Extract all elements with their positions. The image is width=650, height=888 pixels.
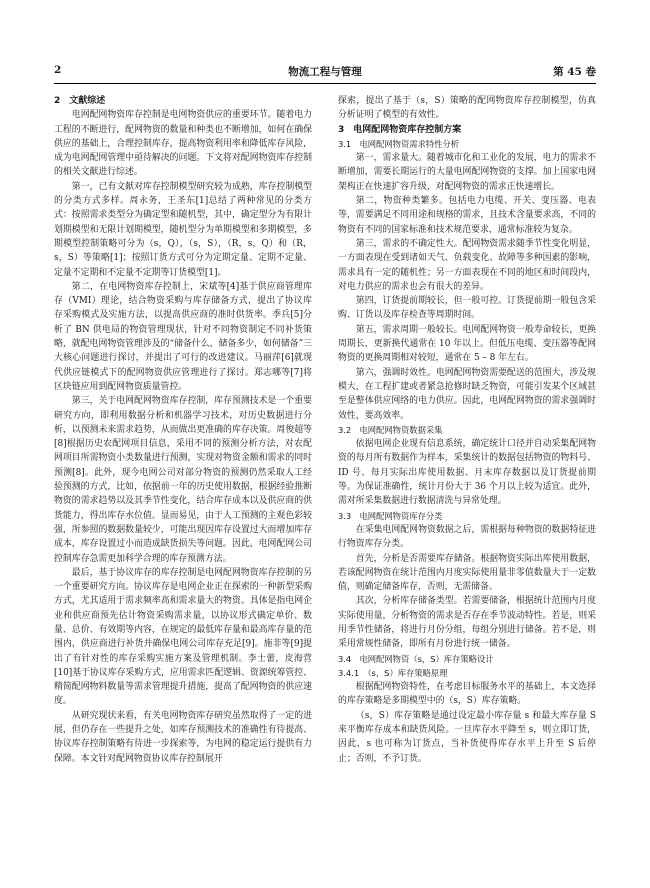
paragraph: 第二，物资种类繁多。包括电力电缆、开关、变压器、电表等，需要满足不同用途和规格的需求，且技术含量要求高，不同的物资有不同的国家标准和技术规范要求，通常标准较为复杂。 xyxy=(338,196,596,235)
left-column xyxy=(54,94,312,766)
paragraph: 其次，分析库存储备类型。若需要储备，根据统计范围内月度实际使用量，分析物资的需求是否存在季节波动特性。若是，则采用季节性储备，将进行月份分组，每组分别进行储备。若不是，则采用常规性储备，即所有月份进行统一储备。 xyxy=(338,596,596,650)
paragraph: 从研究现状来看，有关电网物资库存研究虽然取得了一定的进展，但仍存在一些提升之处，如库存预测技术的准确性有待提高、协议库存控制策略有待进一步探索等，为电网的稳定运行提供有力保障。本文针对配网物资协议库存控制展开 xyxy=(54,710,312,764)
subsection-heading: 3.4 电网配网物资（s，S）库存策略设计 xyxy=(338,653,494,664)
section-heading: 3 电网配网物资库存控制方案 xyxy=(338,124,462,135)
continued-paragraph: 探索，提出了基于（s，S）策略的配网物资库存控制模型，仿真分析证明了模型的有效性。 xyxy=(338,96,596,121)
paragraph: 第六，强调时效性。电网配网物资需要配送的范围大，涉及规模大，在工程扩建或者紧急抢修时缺乏物资，可能引发某个区域甚至是整体供应网络的电力供应。因此，电网配网物资的需求强调时效性，要高效率。 xyxy=(338,367,596,421)
paragraph: 根据配网物资特性，在考虑目标服务水平的基础上，本文选择的库存策略是多期模型中的（s，S）库存策略。 xyxy=(338,682,596,707)
paragraph: 依据电网企业现有信息系统，确定统计口径并自动采集配网物资的每月所有数据作为样本，采集统计的数据包括物资的物料号、ID 号、每月实际出库使用数据、月末库存数据以及订货提前期等。为保证准确性，统计月份大于 36 个月以上较为适宜。此外，需对所采集数据进行数据清洗与异常处理。 xyxy=(338,439,596,507)
paragraph: 电网配网物资库存控制是电网物资供应的重要环节。随着电力工程的不断进行，配网物资的数量和种类也不断增加，如何在确保供应的基础上，合理控制库存，提高物资利用率和降低库存风险，成为电网配网管理中亟待解决的问题。下文将对配网物资库存控制的相关文献进行综述。 xyxy=(54,110,312,178)
paragraph: 最后，基于协议库存的库存控制是电网配网物资库存控制的另一个重要研究方向。协议库存是电网企业正在探索的一种新型采购方式，尤其适用于需求频率高和需求量大的物资。具体是指电网企业和供应商预先估计物资采购需求量，以协议形式确定单价、数量、总价、有效期等内容，在规定的最低库存量和最高库存量的范围内，供应商进行补货并确保电网公司库存充足[9]。施非等[9]提出了有针对性的库存采购实施方案及管理机制。李士蕾，皮海营[10]基于协议库存采购方式，应用需求匹配逻辑、资源统筹管控、精简配网物料数量等需求管理提升措施，提高了配网物资的供应速度。 xyxy=(54,567,312,707)
paragraph: 第二，在电网物资库存控制上，宋斌等[4]基于供应商管理库存（VMI）理论，结合物资采购与库存储备方式，提出了协议库存采购模式及实施方法，以提高供应商的准时供货率。季兵[5]分析了 BN 供电局的物资管理现状，针对不同物资制定不同补货策略，就配电网物资管理涉及的“储备什么，储备多少，如何储备”三大核心问题进行探讨，并提出了可行的改进建议。马丽萍[6]就现代供应链模式下的配网物资供应管理进行了探讨。郑志哪等[7]将区块链应用到配网物资质量管控。 xyxy=(54,281,312,392)
volume-label: 第 45 卷 xyxy=(553,66,596,78)
paragraph: 第五，需求周期一般较长。电网配网物资一般寿命较长，更换周期长，更新换代通常在 10 年以上。但低压电缆、变压器等配网物资的更换周期相对较短，通常在 5 – 8 年左右。 xyxy=(338,324,596,364)
paragraph: 第一，需求量大。随着城市化和工业化的发展，电力的需求不断增加，需要长期运行的大量电网配网物资的支撑。加上国家电网架构正在快速扩容升级，对配网物资的需求正快速增长。 xyxy=(338,153,596,192)
journal-name: 物流工程与管理 xyxy=(288,66,362,78)
section-heading: 2 文献综述 xyxy=(54,96,106,106)
page-number: 2 xyxy=(54,64,62,76)
paragraph: 第一，已有文献对库存控制模型研究较为成熟，库存控制模型的分类方式多样。周永务，王圣东[1]总结了两种常见的分类方式：按照需求类型分为确定型和随机型，其中，确定型分为有限计划期模型和无限计划期模型，随机型分为单期模型和多期模型，多期模型控制策略可分为（s，Q），（s，S），（R，s，Q）和（R，s，S）等策略[1]；按照订货方式可分为定期定量、定期不定量、定量不定期和不定量不定期等订货模型[1]。 xyxy=(54,181,312,278)
running-header xyxy=(54,64,596,80)
paragraph: 第四，订货提前期较长，但一般可控。订货提前期一般包含采购、订货以及库存检查等周期时间。 xyxy=(338,296,596,321)
right-column xyxy=(338,94,596,766)
paragraph: 第三，需求的不确定性大。配网物资需求随季节性变化明显，一方面表现在受到诸如天气、负载变化、故障等多种因素的影响，需求具有一定的随机性；另一方面表现在不同的地区和时间段内，对电力供应的需求也会有很大的差异。 xyxy=(338,238,596,292)
subsubsection-heading: 3.4.1 （s，S）库存策略原理 xyxy=(338,667,448,678)
paragraph: 首先，分析是否需要库存储备。根据物资实际出库使用数据，若该配网物资在统计范围内月度实际使用量非零值数量大于一定数值，则确定储备库存，否则，无需储备。 xyxy=(338,553,596,593)
subsection-heading: 3.3 电网配网物资库存分类 xyxy=(338,510,443,521)
paragraph: 在采集电网配网物资数据之后，需根据每种物资的数据特征进行物资库存分类。 xyxy=(338,524,596,550)
subsection-heading: 3.1 电网配网物资需求特性分析 xyxy=(338,138,460,149)
paragraph: （s，S）库存策略是通过设定最小库存量 s 和最大库存量 S 来平衡库存成本和缺货风险。一旦库存水平降至 s，则立即订货，因此，s 也可称为订货点，当补货使得库存水平上升至 S 后停止；否则，不予订货。 xyxy=(338,710,596,764)
paragraph: 第三，关于电网配网物资库存控制，库存预测技术是一个重要研究方向，即利用数据分析和机器学习技术，对历史数据进行分析，以预测未来需求趋势，从而做出更准确的库存决策。周俊超等[8]根据历史农配网项目信息，采用不同的预测分析方法，对农配网项目所需物资小类数量进行预测，实现对物资金额和需求的同时预测[8]。此外，现今电网公司对部分物资的预测仍然采取人工经验预测的方式，比如，依据前一年的历史使用数据，根据经验推断物资的需求趋势以及其季节性变化，结合库存成本以及供应商的供货能力，得出库存水位值。显而易见，由于人工预测的主观色彩较强，所参照的数据数量较少，可能出现因库存设置过大而增加库存成本，库存设置过小而造成缺货损失等问题。因此，电网配网公司控制库存急需更加科学合理的库存预测方法。 xyxy=(54,396,312,564)
subsection-heading: 3.2 电网配网物资数据采集 xyxy=(338,424,443,435)
header-rule xyxy=(54,83,596,84)
